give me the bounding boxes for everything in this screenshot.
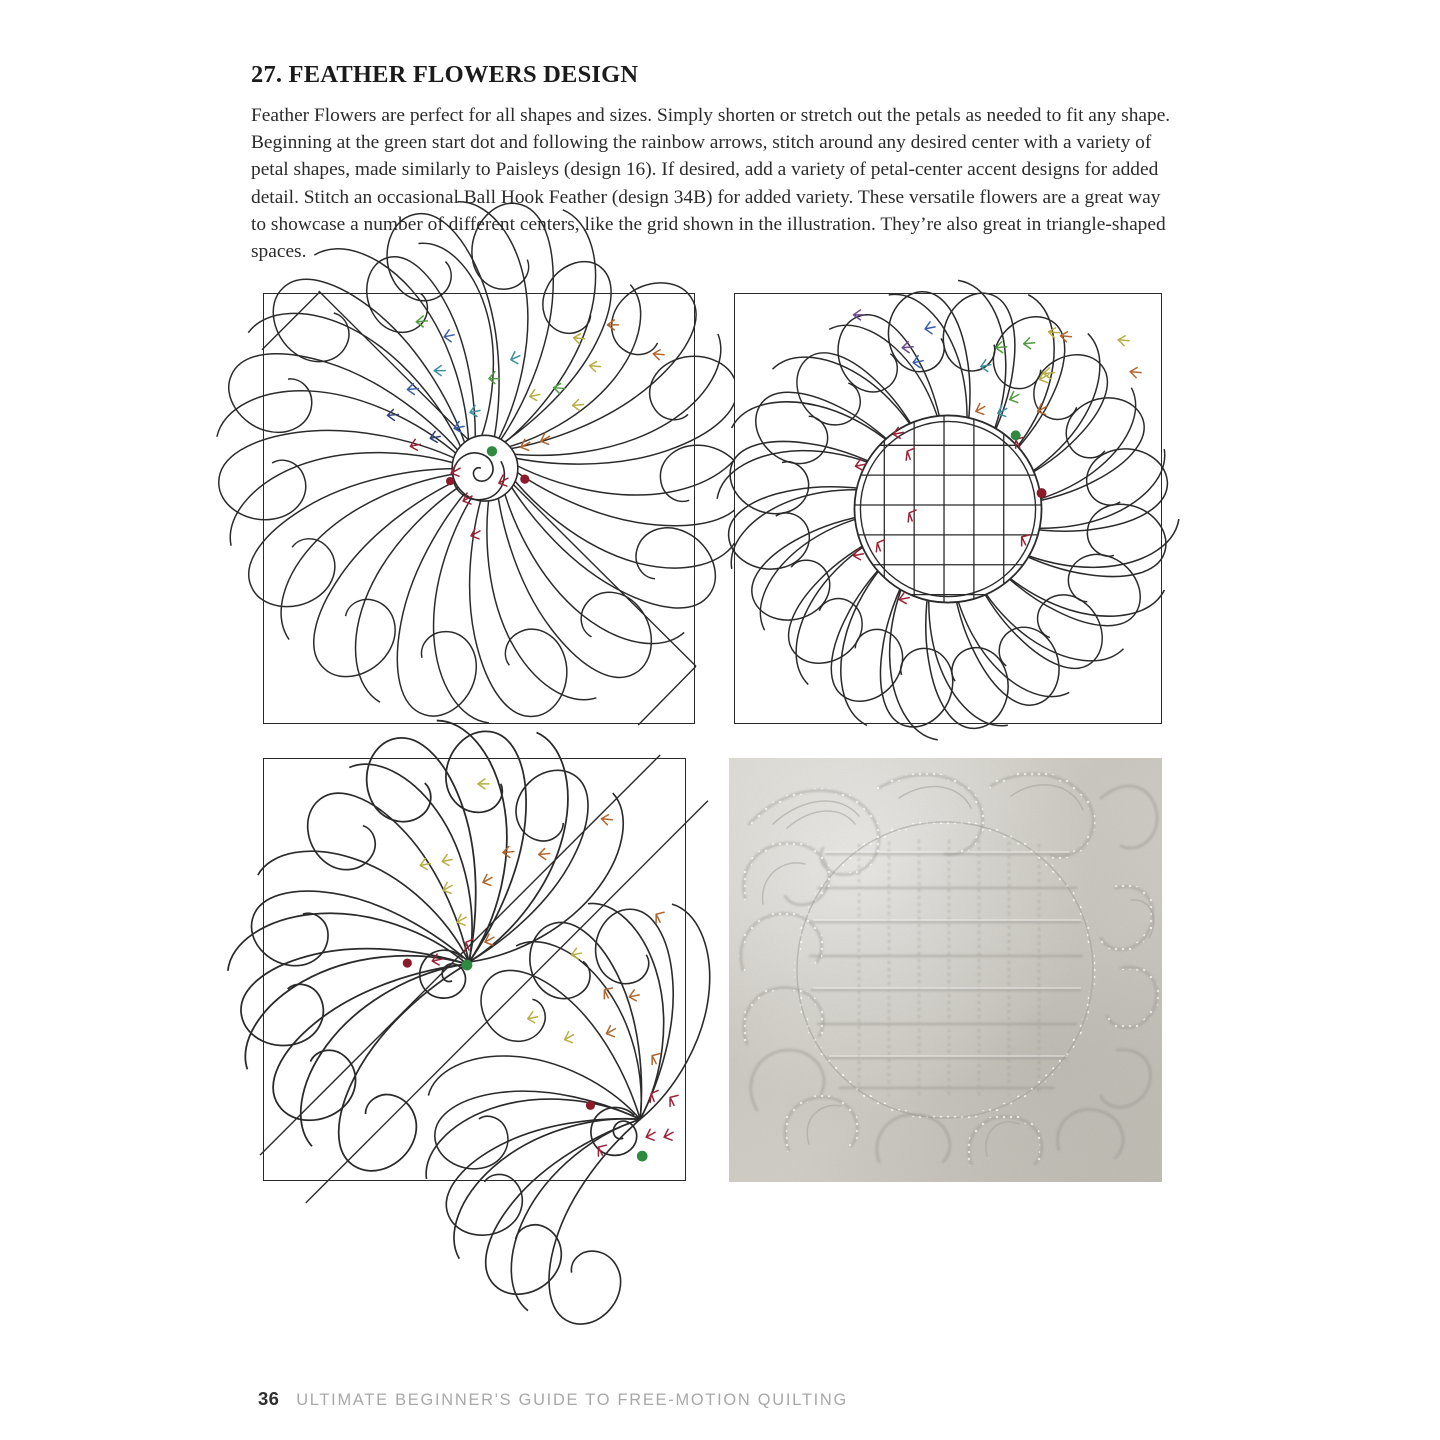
- start-dot-green-top-left: [462, 960, 473, 971]
- footer-book-title: ULTIMATE BEGINNER'S GUIDE TO FREE-MOTION QUILTING: [296, 1391, 848, 1409]
- quilt-stitch-overlay: [729, 758, 1162, 1182]
- body-paragraph: Feather Flowers are perfect for all shapes and sizes. Simply shorten or stretch out the petals as needed to fit any shape. Beginning at the green start dot and following the rainbow arrows, stitch around any desired center with a variety of petal shapes, made similarly to Paisleys (design 16). If desired, add a variety of petal-center accent designs for added detail. Stitch an occasional Ball Hook Feather (design 34B) for added variety. These versatile flowers are a great way to showcase a number of different centers, like the grid shown in the illustration. They’re also great in triangle-shaped spaces.: [251, 104, 1171, 262]
- feather-flower-grid-center-diagram: [735, 294, 1161, 723]
- diagonal-line-top-left: [262, 292, 320, 350]
- stop-dot-red: [1037, 488, 1047, 498]
- grid-circle-center: [854, 415, 1041, 602]
- feather-flower-triangle-diagram: [264, 759, 685, 1180]
- figure-panel-2: [734, 293, 1162, 724]
- figure-panel-3: [263, 758, 686, 1181]
- feather-flower-spiral-diagram: [264, 294, 694, 723]
- figure-grid: [263, 293, 1162, 1181]
- flower-top-left: [204, 697, 655, 1190]
- quilted-fabric-photo: [729, 758, 1162, 1182]
- page-title: 27. FEATHER FLOWERS DESIGN: [251, 61, 639, 88]
- stop-dot-red-right: [520, 475, 529, 484]
- figure-panel-4: [729, 758, 1162, 1182]
- diagonal-line-bottom-right: [638, 666, 696, 725]
- start-dot-green: [1011, 430, 1021, 440]
- stop-dot-red-left: [446, 477, 454, 485]
- start-dot-green-bottom-right: [637, 1151, 648, 1162]
- flower-bottom-right: [402, 876, 761, 1348]
- stop-dot-red-bottom-right: [586, 1101, 595, 1110]
- figure-panel-1: [263, 293, 695, 724]
- footer-page-number: 36: [258, 1388, 280, 1409]
- stop-dot-red-top-left: [403, 958, 412, 967]
- spiral-center: [452, 435, 518, 501]
- start-dot-green: [487, 446, 497, 456]
- page-footer: [258, 1388, 848, 1410]
